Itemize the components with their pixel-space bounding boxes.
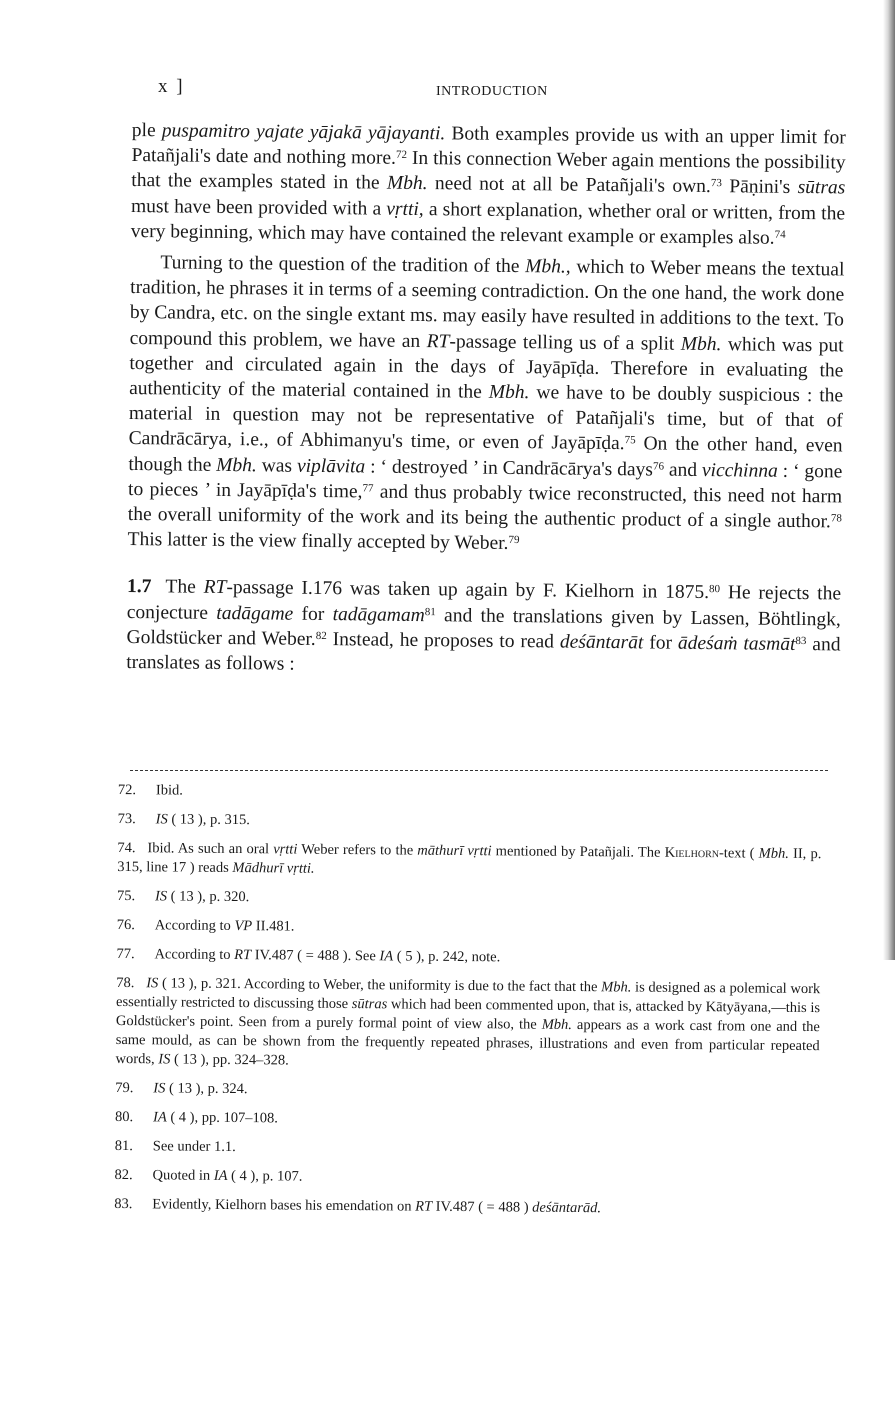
footnote	[115, 1108, 819, 1133]
footnote-number: 72.	[117, 781, 137, 799]
footnote-number: 80.	[114, 1108, 134, 1126]
italic-term: tadāgamam	[332, 603, 425, 626]
footnote	[117, 916, 821, 941]
italic-term: deśāntarāt	[559, 631, 644, 654]
footnote-ref: 73	[710, 177, 722, 190]
italic-term: Mbh.	[216, 454, 257, 476]
italic-term: RT	[415, 1198, 433, 1215]
italic-term: Mbh.	[758, 845, 789, 862]
footnote-text: See under 1.1.	[152, 1138, 236, 1156]
italic-term: IS	[146, 975, 159, 992]
footnote-number: 78.	[116, 974, 135, 992]
footnote-ref: 72	[395, 148, 408, 162]
footnote-ref: 82	[315, 629, 327, 642]
footnote-ref: 74	[774, 228, 786, 241]
footnote-number: 82.	[114, 1166, 133, 1184]
italic-term: Mbh.	[488, 381, 530, 404]
footnote-number: 74.	[117, 839, 136, 857]
main-text	[126, 118, 846, 683]
italic-term: IA	[379, 948, 394, 965]
italic-term: IS	[155, 811, 168, 828]
small-caps-term: Kielhorn	[664, 844, 720, 862]
footnote-number: 81.	[114, 1137, 134, 1155]
italic-term: RT	[234, 947, 252, 964]
italic-term: Mbh.	[680, 333, 722, 355]
paragraph-2: Turning to the question of the tradition of the Mbh., which to Weber means the textual tradition, he phrases it in terms of a seeming contradiction. On the one hand, the work done by Candra, etc. on the single extant ms. may easily have resulted in additions to the text. To compound this problem, we have an RT-passage telling us of a split Mbh. which was put together and circulated again in the days of Jayāpīḍa. Therefore in evaluating the authenticity of the material contained in the Mbh. we have to be doubly suspicious : the material in question may not be representative of Patañjali's time, but of that of Candrācārya, i.e., of Abhimanyu's time, or even of Jayāpīḍa.$^{75}$ On the other hand, even though the Mbh. was viplāvita : ‘ destroyed ’ in Candrācārya's days$^{76}$ and vicchinna : ‘ gone to pieces ’ in Jayāpīḍa's time,$^{77}$ and thus probably twice reconstructed, this need not harm the overall uniformity of the work and its being the authentic product of a single author.$^{78}$ This latter is the view finally accepted by Weber.$^{79}$	[127, 252, 845, 555]
footnote-number: 75.	[116, 887, 136, 905]
footnote	[115, 974, 820, 1075]
footnote-ref: 75	[624, 434, 636, 447]
footnote-text: IA ( 4 ), pp. 107–108.	[152, 1109, 278, 1127]
footnote	[116, 945, 820, 970]
italic-term: Mbh.,	[525, 256, 571, 278]
paragraph-1: ple puspamitro yajate yājakā yājayanti. Both examples provide us with an upper limit for Patañjali's date and nothing more.$^{72}$ In this connection Weber again mentions the possibility that the examples stated in the Mbh. need not at all be Patañjali's own.$^{73}$ Pāṇini's sūtras must have been provided with a vṛtti, a short explanation, whether oral or written, from the very beginning, which may have contained the relevant example or examples also.$^{74}$	[130, 119, 846, 249]
italic-term: Mādhurī vṛtti.	[232, 860, 315, 877]
footnote	[117, 887, 821, 912]
footnote-number: 76.	[116, 916, 135, 934]
italic-term: RT	[426, 330, 450, 352]
italic-term: VP	[234, 918, 253, 935]
footnote-text: Quoted in IA ( 4 ), p. 107.	[152, 1167, 303, 1185]
footnote-text: IS ( 13 ), p. 324.	[153, 1080, 248, 1098]
italic-term: IA	[152, 1109, 167, 1126]
footnote-number: 77.	[116, 945, 135, 963]
italic-term: viplāvita	[296, 455, 366, 478]
footnote-number: 79.	[115, 1079, 134, 1097]
footnote	[115, 1137, 819, 1162]
italic-term: deśāntarād.	[532, 1199, 602, 1217]
footnotes	[114, 781, 822, 1230]
italic-term: tadāgame	[216, 602, 294, 625]
footnote-text: According to RT IV.487 ( = 488 ). See IA ( 5 ), p. 242, note.	[154, 946, 501, 966]
footnote-ref: 80	[708, 583, 721, 596]
italic-term: puspamitro yajate yājakā yājayanti.	[161, 120, 446, 145]
footnote-text: According to VP II.481.	[154, 917, 295, 935]
footnote-number: 73.	[117, 810, 136, 828]
footnote-text: Evidently, Kielhorn bases his emendation on RT IV.487 ( = 488 ) deśāntarād.	[152, 1196, 602, 1217]
footnote-rule	[130, 770, 828, 771]
footnote-ref: 81	[424, 605, 436, 618]
footnote-ref: 76	[652, 460, 665, 473]
italic-term: IS	[153, 1080, 166, 1097]
footnote	[115, 1079, 819, 1104]
italic-term: Mbh.	[601, 979, 632, 996]
italic-term: Mbh.	[541, 1016, 573, 1033]
running-title: INTRODUCTION	[436, 84, 548, 99]
italic-term: RT	[203, 577, 227, 599]
italic-term: Mbh.	[386, 173, 428, 195]
footnote-ref: 77	[362, 482, 374, 495]
footnote-number: 83.	[114, 1195, 133, 1213]
italic-term: ādeśaṁ tasmāt	[677, 632, 796, 655]
footnote	[117, 839, 821, 883]
italic-term: vicchinna	[701, 459, 778, 482]
footnote-ref: 79	[508, 534, 520, 547]
footnote-text: Ibid. As such an oral vṛtti Weber refers to the māthurī vṛtti mentioned by Patañjali. The Kielhorn-text ( Mbh. II, p. 315, line 17 ) reads Mādhurī vṛtti.	[117, 840, 822, 877]
italic-term: IS	[154, 888, 168, 905]
italic-term: sūtras	[797, 177, 846, 199]
footnote	[114, 1195, 818, 1220]
footnote	[114, 1166, 818, 1191]
footnote-ref: 78	[830, 512, 842, 525]
italic-term: vṛtti	[273, 841, 298, 858]
footnote-text: Ibid.	[155, 782, 183, 799]
italic-term: vṛtti,	[386, 198, 424, 220]
footnote-text: IS ( 13 ), p. 315.	[155, 811, 250, 829]
footnote-text: IS ( 13 ), p. 321. According to Weber, the uniformity is due to the fact that the Mbh. is designed as a polemical work essentially restricted to discussing those sūtras which had been commented upon, that is, attacked by Kātyāyana,—this is Goldstücker's point. Seen from a purely formal point of view also, the Mbh. appears as a work cast from one and the same mould, as can be shown from the frequently repeated phrases, illustrations and even from particular repeated words, IS ( 13 ), pp. 324–328.	[115, 975, 821, 1069]
italic-term: sūtras	[351, 996, 388, 1013]
italic-term: IA	[213, 1167, 228, 1184]
page-edge-shadow	[883, 0, 895, 960]
italic-term: IS	[158, 1051, 171, 1068]
paragraph-3	[126, 574, 841, 682]
footnote-ref: 83	[795, 634, 807, 647]
italic-term: māthurī vṛtti	[417, 842, 492, 860]
page-number: x ]	[158, 76, 185, 97]
footnote	[118, 810, 822, 835]
paragraph-3-text: The RT-passage I.176 was taken up again by F. Kielhorn in 1875.80 He rejects the conjecture tadāgame for tadāgamam$^{81}$ and the translations given by Lassen, Böhtlingk, Goldstücker and Weber.$^{82}$ Instead, he proposes to read deśāntarāt for ādeśaṁ tasmāt$^{83}$ and translates as follows :	[126, 576, 842, 675]
section-number: 1.7	[126, 576, 152, 598]
footnote	[118, 781, 822, 806]
footnote-text: IS ( 13 ), p. 320.	[154, 888, 250, 906]
